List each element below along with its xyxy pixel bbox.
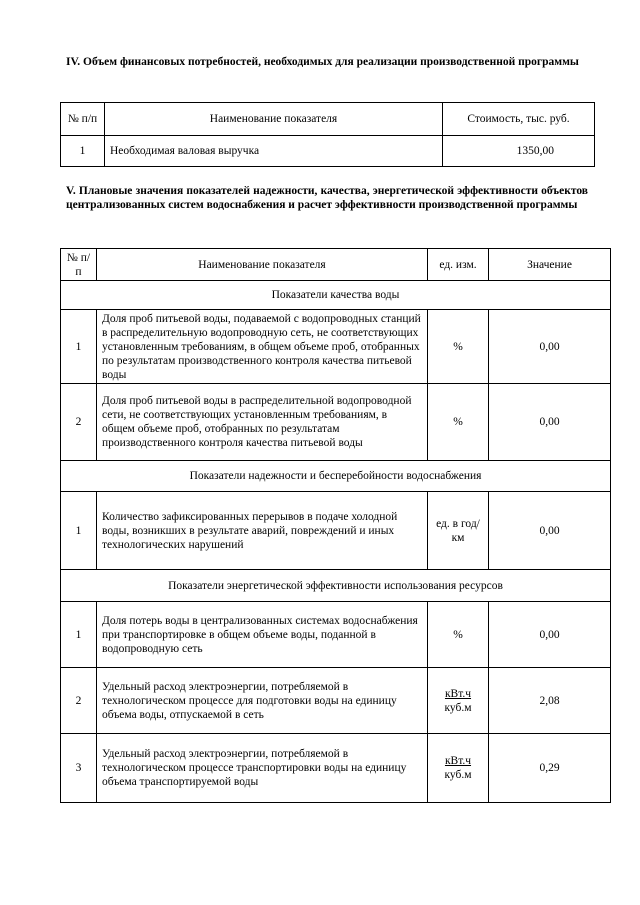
row-num: 1 [61, 492, 97, 570]
row-name: Доля проб питьевой воды в распределительной водопроводной сети, не соответствующих установленным требованиям, в общем объеме проб, отобранных по результатам производственного контроля качества питьевой воды [97, 384, 428, 461]
table-row [61, 384, 611, 461]
unit-numerator: кВт.ч [444, 687, 472, 700]
row-value: 0,29 [489, 734, 611, 803]
row-num: 1 [61, 310, 97, 384]
row-name: Необходимая валовая выручка [105, 136, 443, 167]
row-name: Доля проб питьевой воды, подаваемой с водопроводных станций в распределительную водопроводную сеть, не соответствующих установленным требованиям, в общем объеме проб, отобранных по результатам производственного контроля качества питьевой воды [97, 310, 428, 384]
row-unit: ед. в год/ км [428, 492, 489, 570]
unit-denominator: куб.м [444, 769, 472, 781]
table-header-row [61, 103, 595, 136]
row-num: 2 [61, 384, 97, 461]
row-name: Количество зафиксированных перерывов в подаче холодной воды, возникших в результате аварий, повреждений и иных технологических нарушений [97, 492, 428, 570]
row-value: 0,00 [489, 492, 611, 570]
unit-numerator: кВт.ч [444, 755, 472, 767]
row-unit: % [428, 384, 489, 461]
table-header-row [61, 249, 611, 281]
row-num: 1 [61, 136, 105, 167]
row-value: 0,00 [489, 310, 611, 384]
row-unit: % [428, 310, 489, 384]
row-cost: 1350,00 [443, 136, 595, 167]
table-row [61, 492, 611, 570]
group-header-energy-efficiency: Показатели энергетической эффективности использования ресурсов [61, 570, 611, 602]
row-value: 2,08 [489, 668, 611, 734]
group-header-reliability: Показатели надежности и бесперебойности водоснабжения [61, 461, 611, 492]
table-row [61, 734, 611, 803]
performance-indicators-table [60, 248, 611, 803]
group-header-water-quality: Показатели качества воды [61, 281, 611, 310]
col-header-unit: ед. изм. [428, 249, 489, 281]
unit-denominator: куб.м [444, 701, 472, 714]
col-header-num: № п/п [61, 103, 105, 136]
section-v-title: V. Плановые значения показателей надежности, качества, энергетической эффективности объектов централизованных систем водоснабжения и расчет эффективности производственной программы [66, 185, 588, 211]
row-value: 0,00 [489, 384, 611, 461]
row-name: Удельный расход электроэнергии, потребляемой в технологическом процессе для подготовки воды на единицу объема воды, отпускаемой в сеть [97, 668, 428, 734]
row-num: 3 [61, 734, 97, 803]
table-row [61, 602, 611, 668]
col-header-num: № п/п [61, 249, 97, 281]
row-value: 0,00 [489, 602, 611, 668]
row-unit: % [428, 602, 489, 668]
row-unit [428, 668, 489, 734]
col-header-value: Значение [489, 249, 611, 281]
table-row [61, 136, 595, 167]
table-row [61, 668, 611, 734]
row-num: 2 [61, 668, 97, 734]
table-row [61, 310, 611, 384]
col-header-name: Наименование показателя [105, 103, 443, 136]
row-name: Доля потерь воды в централизованных системах водоснабжения при транспортировке в общем объеме воды, поданной в водопроводную сеть [97, 602, 428, 668]
financial-needs-table [60, 102, 595, 167]
row-unit [428, 734, 489, 803]
row-num: 1 [61, 602, 97, 668]
row-name: Удельный расход электроэнергии, потребляемой в технологическом процессе транспортировки воды на единицу объема транспортируемой воды [97, 734, 428, 803]
col-header-name: Наименование показателя [97, 249, 428, 281]
section-iv-title: IV. Объем финансовых потребностей, необходимых для реализации производственной программы [66, 56, 579, 68]
col-header-cost: Стоимость, тыс. руб. [443, 103, 595, 136]
